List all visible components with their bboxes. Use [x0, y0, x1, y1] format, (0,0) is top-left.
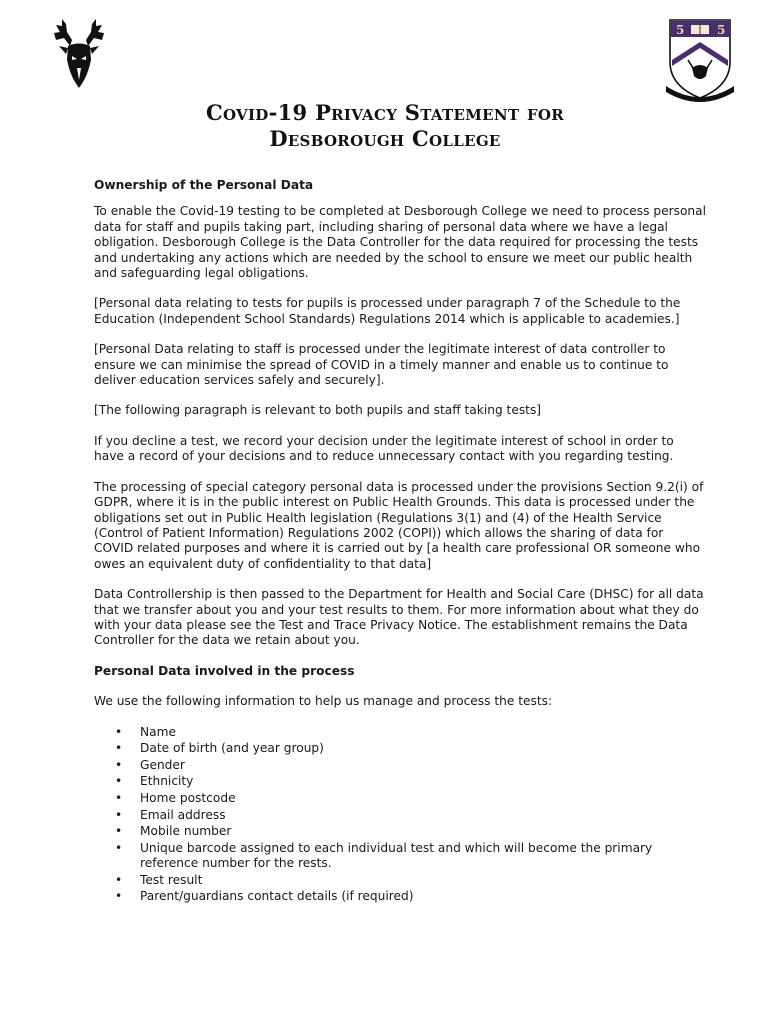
list-item: • Date of birth (and year group) [115, 741, 324, 756]
list-item: • Mobile number [115, 824, 232, 839]
title-line-2: Desborough College [269, 126, 501, 151]
section-heading-ownership: Ownership of the Personal Data [94, 178, 314, 192]
list-item: • Name [115, 724, 176, 739]
bullet-icon: • [115, 840, 123, 855]
bullet-icon: • [115, 757, 123, 772]
list-item: • Email address [115, 807, 226, 822]
bullet-icon: • [115, 824, 123, 839]
svg-text:5: 5 [676, 23, 685, 37]
paragraph-note: [The following paragraph is relevant to both pupils and staff taking tests] [94, 403, 542, 418]
bullet-icon: • [115, 889, 123, 904]
paragraph-decline: If you decline a test, we record your decision under the legitimate interest of school in order to have a record of your decisions and to reduce unnecessary contact with you regarding testing. [94, 433, 674, 464]
paragraph-intro: To enable the Covid-19 testing to be completed at Desborough College we need to process personal data for staff and pupils taking part, including sharing of personal data where we have a legal obligation. Desborough College is the Data Controller for the data required for processing the tests and undertaking any actions which are needed by the school to ensure we meet our public health and safeguarding legal obligations. [94, 204, 706, 281]
paragraph-controllership: Data Controllership is then passed to the Department for Health and Social Care (DHSC) for all data that we transfer about you and your test results to them. For more information about what they do with your data please see the Test and Trace Privacy Notice. The establishment remains the Data Controller for the data we retain about you. [94, 587, 704, 648]
document-body [94, 178, 706, 906]
paragraph-special-category: The processing of special category personal data is processed under the provisions Section 9.2(i) of GDPR, where it is in the public interest on Public Health Grounds. This data is processed under the obligations set out in Public Health legislation (Regulations 3(1) and (4) of the Health Service (Control of Patient Information) Regulations 2002 (COPI)) which allows the sharing of data for COVID related purposes and where it is carried out by [a health care professional OR someone who owes an equivalent duty of confidentiality to that data] [94, 479, 704, 571]
paragraph-staff: [Personal Data relating to staff is processed under the legitimate interest of data controller to ensure we can minimise the spread of COVID in a timely manner and enable us to continue to deliver education services safely and securely]. [94, 342, 669, 388]
list-item: • Test result [115, 872, 203, 887]
paragraph-pupils: [Personal data relating to tests for pupils is processed under paragraph 7 of the Schedule to the Education (Independent School Standards) Regulations 2014 which is applicable to academies.] [94, 296, 681, 326]
bullet-icon: • [115, 790, 123, 805]
list-item: • Gender [115, 757, 185, 772]
paragraph-list-intro: We use the following information to help us manage and process the tests: [94, 694, 553, 709]
stag-head-logo-icon [50, 16, 108, 92]
bullet-icon: • [115, 774, 123, 789]
personal-data-list [94, 725, 706, 905]
college-crest-icon [662, 16, 738, 104]
list-item: • Unique barcode assigned to each individual test and which will become the primary reference number for the rests. [115, 840, 653, 871]
bullet-icon: • [115, 872, 123, 887]
list-item: • Home postcode [115, 790, 236, 805]
bullet-icon: • [115, 724, 123, 739]
document-title [0, 100, 770, 152]
svg-text:5: 5 [717, 23, 726, 37]
list-item: • Parent/guardians contact details (if required) [115, 889, 414, 904]
bullet-icon: • [115, 807, 123, 822]
section-heading-personal-data: Personal Data involved in the process [94, 663, 355, 678]
bullet-icon: • [115, 741, 123, 756]
title-line-1: Covid-19 Privacy Statement for [205, 100, 565, 125]
list-item: • Ethnicity [115, 774, 194, 789]
